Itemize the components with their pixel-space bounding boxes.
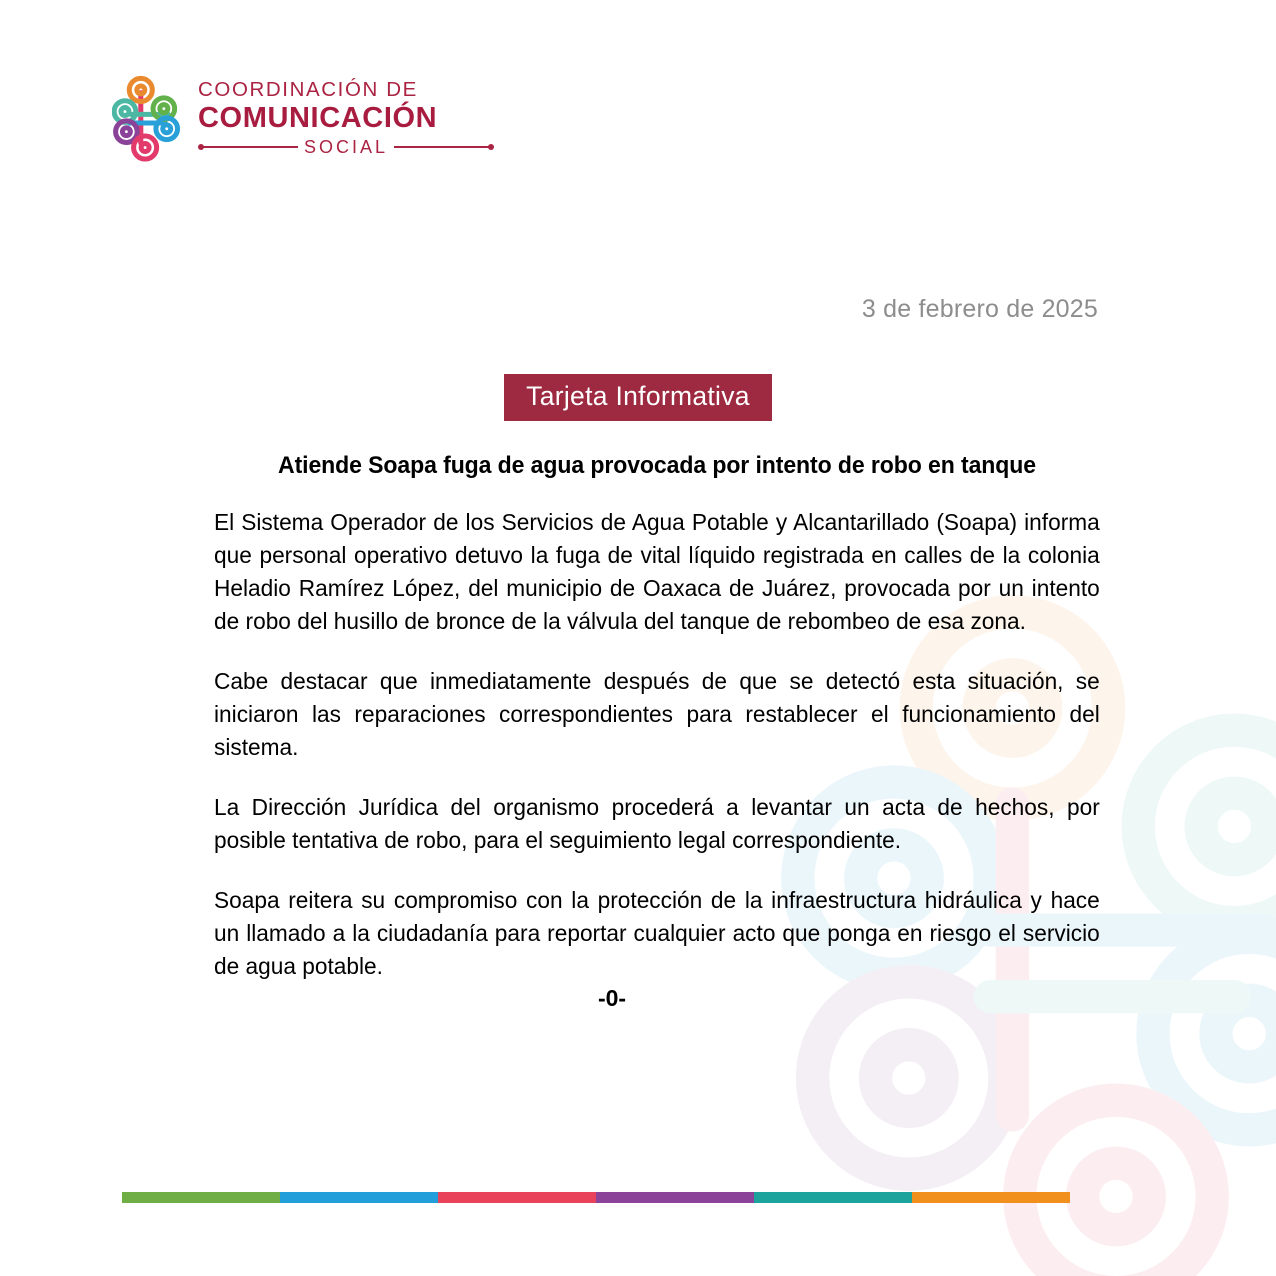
logo-arrow-left-icon xyxy=(198,142,298,152)
footer-color-bar xyxy=(122,1192,1070,1203)
body-paragraph-3: La Dirección Jurídica del organismo procederá a levantar un acta de hechos, por posible tentativa de robo, para el seguimiento legal correspondiente. xyxy=(214,794,1100,853)
tarjeta-informativa-badge: Tarjeta Informativa xyxy=(504,374,772,421)
document-body xyxy=(214,452,1100,1012)
logo-social-row xyxy=(198,138,494,156)
logo-wordmark xyxy=(198,80,494,156)
document-headline: Atiende Soapa fuga de agua provocada por intento de robo en tanque xyxy=(278,452,1036,479)
document-date: 3 de febrero de 2025 xyxy=(861,295,1098,323)
logo-pinwheel-icon xyxy=(112,74,184,162)
footer-segment-green xyxy=(122,1192,280,1203)
logo-line-coordinacion: COORDINACIÓN DE xyxy=(198,78,418,102)
logo-arrow-right-icon xyxy=(394,142,494,152)
logo-line-social: SOCIAL xyxy=(304,136,389,157)
logo-line-comunicacion: COMUNICACIÓN xyxy=(198,101,438,134)
footer-segment-teal xyxy=(754,1192,912,1203)
body-paragraph-2: Cabe destacar que inmediatamente después de que se detectó esta situación, se iniciaron las reparaciones correspondientes para restablecer el funcionamiento del sistema. xyxy=(214,668,1100,760)
footer-segment-orange xyxy=(912,1192,1070,1203)
end-of-release-mark: -0- xyxy=(597,985,627,1011)
footer-segment-blue xyxy=(280,1192,438,1203)
body-paragraph-1: El Sistema Operador de los Servicios de Agua Potable y Alcantarillado (Soapa) informa que personal operativo detuvo la fuga de vital líquido registrada en calles de la colonia Heladio Ramírez López, del municipio de Oaxaca de Juárez, provocada por un intento de robo del husillo de bronce de la válvula del tanque de rebombeo de esa zona. xyxy=(214,509,1100,634)
footer-segment-pink xyxy=(438,1192,596,1203)
body-paragraph-4: Soapa reitera su compromiso con la protección de la infraestructura hidráulica y hace un llamado a la ciudadanía para reportar cualquier acto que ponga en riesgo el servicio de agua potable. xyxy=(214,887,1100,979)
footer-segment-purple xyxy=(596,1192,754,1203)
organization-logo xyxy=(112,74,494,162)
badge-row xyxy=(0,374,1276,421)
